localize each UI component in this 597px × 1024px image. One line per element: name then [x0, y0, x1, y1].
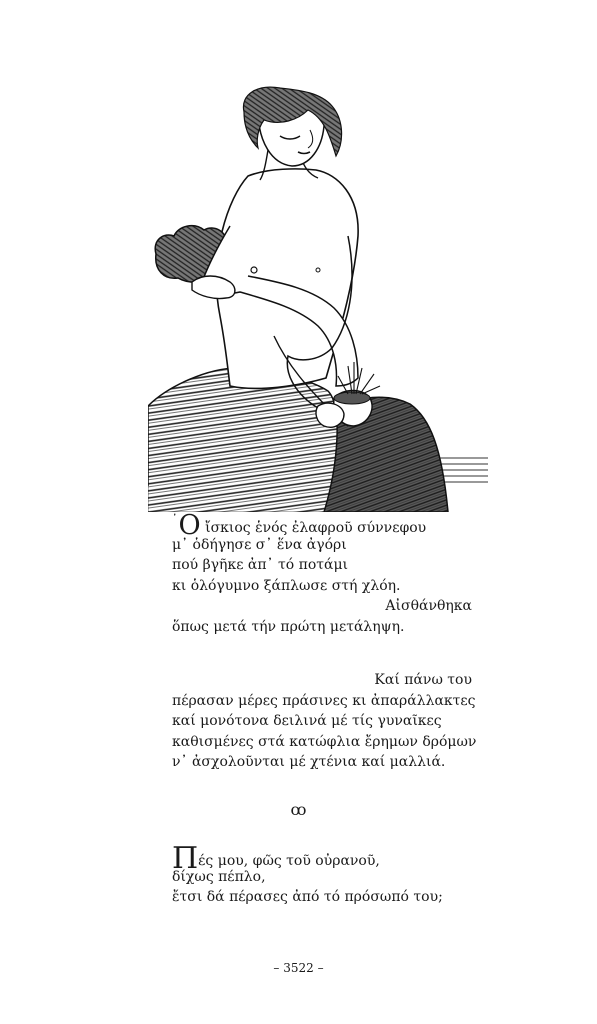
stanza-1-line-5: Αἰσθάνθηκα [385, 598, 472, 614]
stanza-1-line-1 [172, 510, 472, 541]
stanza-2-line-4: καθισμένες στά κατώφλια ἔρημων δρόμων [172, 733, 477, 750]
stanza-1-line-1-text: ἴσκιος ἑνός ἐλαφροῦ σύννεφου [205, 520, 427, 536]
stanza-2-line-5: ν᾽ ἀσχολοῦνται μέ χτένια καί μαλλιά. [172, 754, 446, 770]
stanza-3-line-2: δίχως πέπλο, [172, 868, 266, 885]
stanza-1-line-3: πού βγῆκε ἀπ᾽ τό ποτάμι [172, 557, 349, 573]
illustration-boy-with-cloud [148, 86, 490, 512]
stanza-1-line-6: ὅπως μετά τήν πρώτη μετάληψη. [172, 618, 405, 635]
stanza-1-line-2: μ᾽ ὁδήγησε σ᾽ ἕνα ἀγόρι [172, 536, 347, 553]
stanza-2-line-2: πέρασαν μέρες πράσινες κι ἀπαράλλακτες [172, 692, 476, 709]
stanza-2-line-1: Καί πάνω του [374, 672, 472, 688]
section-ornament: ꝏ [290, 800, 307, 819]
stanza-1 [172, 510, 472, 637]
stanza-2 [172, 670, 477, 773]
stanza-3 [172, 841, 472, 908]
stanza-3-line-3: ἔτσι δά πέρασες ἀπό τό πρόσωπό του; [172, 889, 443, 905]
stanza-1-line-4: κι ὁλόγυμνο ξάπλωσε στή χλόη. [172, 577, 401, 594]
initial-letter-o: Ο [178, 510, 201, 541]
stanza-3-line-1-text: ές μου, φῶς τοῦ οὐρανοῦ, [198, 853, 380, 869]
breathing-mark: ῾ [172, 513, 178, 526]
page-number: – 3522 – [273, 961, 324, 975]
initial-letter-p: Π [172, 841, 199, 876]
stanza-2-line-3: καί μονότονα δειλινά μέ τίς γυναῖκες [172, 713, 442, 729]
stanza-3-line-1 [172, 841, 472, 876]
